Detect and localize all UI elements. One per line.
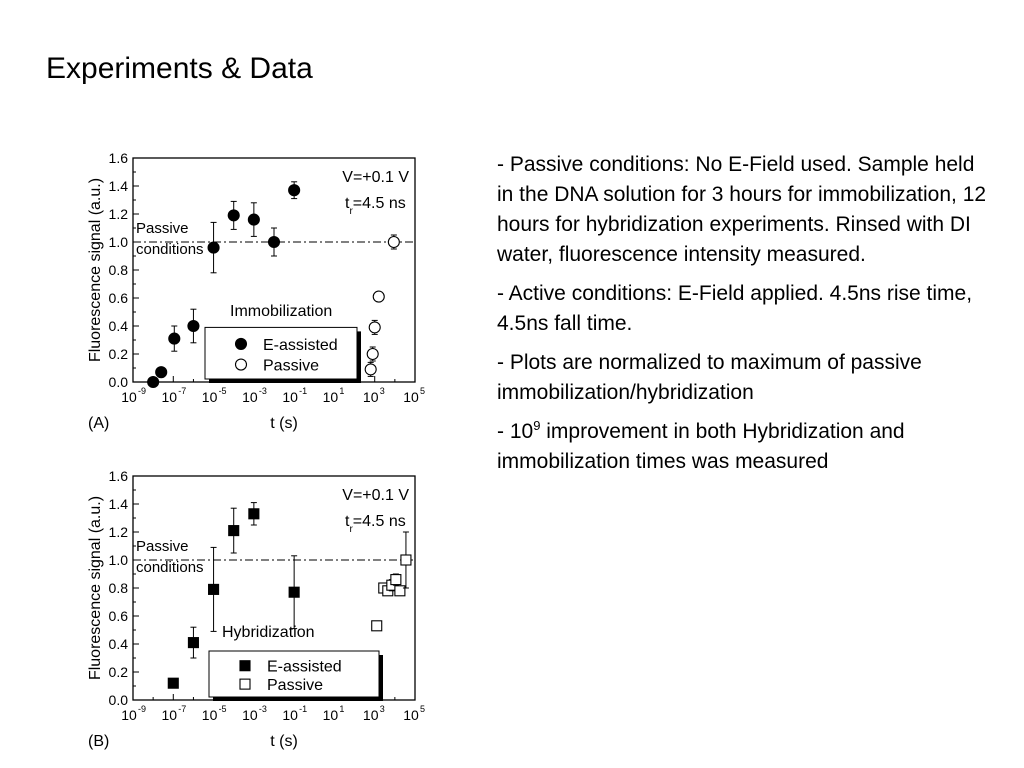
data-point-e-assisted [249,509,259,519]
x-tick-exponent: 5 [420,704,426,714]
data-point-e-assisted [208,242,219,253]
rise-time-label [345,513,406,535]
rise-time-value: =4.5 ns [352,195,406,212]
rise-time-label [345,195,406,217]
voltage-label: V=+0.1 V [342,169,409,186]
panel-annotation: Immobilization [230,303,333,321]
data-point-passive [391,575,401,585]
x-tick-exponent: 1 [339,704,345,714]
data-point-e-assisted [168,678,178,688]
x-tick-exponent: -1 [299,704,308,714]
bullet-list [497,150,987,486]
data-point-e-assisted [148,377,159,388]
x-tick-exponent: -3 [258,386,267,396]
y-tick-label: 0.8 [108,262,128,278]
bullet-improvement [497,417,987,477]
rise-time-value: =4.5 ns [352,513,406,530]
passive-conditions-label: Passive [136,220,189,237]
data-point-passive [367,349,378,360]
y-tick-label: 1.2 [108,524,128,540]
rise-time-sub: r [349,524,353,535]
data-point-passive [373,291,384,302]
x-axis-label: t (s) [270,415,298,432]
x-tick-exponent: 1 [339,386,345,396]
data-point-passive [372,621,382,631]
bullet-improvement-pre: - 10 [497,420,534,443]
y-tick-label: 0.4 [108,636,128,652]
y-axis-label: Fluorescence signal (a.u.) [87,177,104,363]
y-tick-label: 0.8 [108,580,128,596]
x-tick-exponent: -3 [258,704,267,714]
x-tick-exponent: -7 [178,386,187,396]
y-tick-label: 0.2 [108,664,128,680]
y-tick-label: 1.4 [108,496,128,512]
x-tick-label: 10 [403,389,419,405]
x-tick-label: 10 [282,707,298,723]
y-tick-label: 0.4 [108,318,128,334]
data-point-passive [388,237,399,248]
y-tick-label: 0.6 [108,608,128,624]
data-point-passive [401,555,411,565]
x-tick-label: 10 [242,707,258,723]
data-point-passive [395,586,405,596]
y-tick-label: 1.0 [108,552,128,568]
x-tick-label: 10 [161,389,178,405]
legend-label-filled: E-assisted [263,336,338,354]
data-point-e-assisted [248,214,259,225]
x-tick-exponent: -5 [218,386,227,396]
voltage-label: V=+0.1 V [342,487,409,504]
bullet-improvement-post: improvement in both Hybridization and immobilization times was measured [497,420,905,473]
data-point-e-assisted [209,584,219,594]
legend-label-open: Passive [267,677,324,695]
x-tick-label: 10 [403,707,419,723]
x-tick-label: 10 [121,707,137,723]
data-point-e-assisted [229,526,239,536]
x-tick-exponent: 3 [379,386,385,396]
passive-conditions-label-2: conditions [136,559,204,576]
bullet-improvement-exponent: 9 [533,418,541,433]
legend-marker-filled [236,338,247,349]
bullet-normalization: - Plots are normalized to maximum of passive immobilization/hybridization [497,351,922,404]
x-tick-label: 10 [362,389,379,405]
bullet-passive-conditions: - Passive conditions: No E-Field used. Sample held in the DNA solution for 3 hours for immobilization, 12 hours for hybridization experiments. Rinsed with DI water, fluorescence intensity measured. [497,153,987,266]
y-tick-label: 0.0 [108,692,128,708]
legend-label-open: Passive [263,357,320,375]
data-point-e-assisted [228,210,239,221]
panel-annotation: Hybridization [222,624,315,641]
x-tick-exponent: -1 [299,386,308,396]
x-tick-label: 10 [121,389,137,405]
x-tick-exponent: -9 [138,704,147,714]
x-tick-exponent: -7 [178,704,187,714]
y-tick-label: 1.6 [108,150,128,166]
passive-conditions-label: Passive [136,538,189,555]
panel-label: (A) [88,415,110,432]
x-tick-label: 10 [282,389,298,405]
x-tick-exponent: 3 [379,704,385,714]
y-tick-label: 1.2 [108,206,128,222]
data-point-passive [369,322,380,333]
passive-conditions-label-2: conditions [136,241,204,258]
x-tick-label: 10 [322,389,339,405]
x-tick-label: 10 [201,707,218,723]
data-point-e-assisted [289,185,300,196]
data-point-e-assisted [169,333,180,344]
data-point-e-assisted [156,367,167,378]
bullet-active-conditions: - Active conditions: E-Field applied. 4.5ns rise time, 4.5ns fall time. [497,282,973,335]
x-tick-exponent: -5 [218,704,227,714]
x-tick-label: 10 [242,389,258,405]
x-axis-label: t (s) [270,733,298,750]
rise-time-sub: r [349,206,353,217]
y-tick-label: 0.0 [108,374,128,390]
data-point-passive [365,364,376,375]
data-point-e-assisted [289,587,299,597]
panel-label: (B) [88,733,110,750]
legend-marker-open [240,679,250,689]
data-point-e-assisted [188,638,198,648]
y-tick-label: 1.6 [108,468,128,484]
x-tick-exponent: 5 [420,386,426,396]
y-tick-label: 0.6 [108,290,128,306]
chart-immobilization [80,140,440,450]
y-tick-label: 1.0 [108,234,128,250]
rise-time-t: t [345,513,350,530]
chart-hybridization [80,458,440,763]
data-point-e-assisted [269,237,280,248]
slide-title: Experiments & Data [46,52,313,85]
x-tick-exponent: -9 [138,386,147,396]
x-tick-label: 10 [201,389,218,405]
legend-marker-open [236,359,247,370]
x-tick-label: 10 [362,707,379,723]
rise-time-t: t [345,195,350,212]
data-point-e-assisted [188,321,199,332]
legend-label-filled: E-assisted [267,658,342,676]
y-tick-label: 0.2 [108,346,128,362]
y-tick-label: 1.4 [108,178,128,194]
x-tick-label: 10 [161,707,178,723]
x-tick-label: 10 [322,707,339,723]
legend-marker-filled [240,661,250,671]
y-axis-label: Fluorescence signal (a.u.) [87,495,104,681]
